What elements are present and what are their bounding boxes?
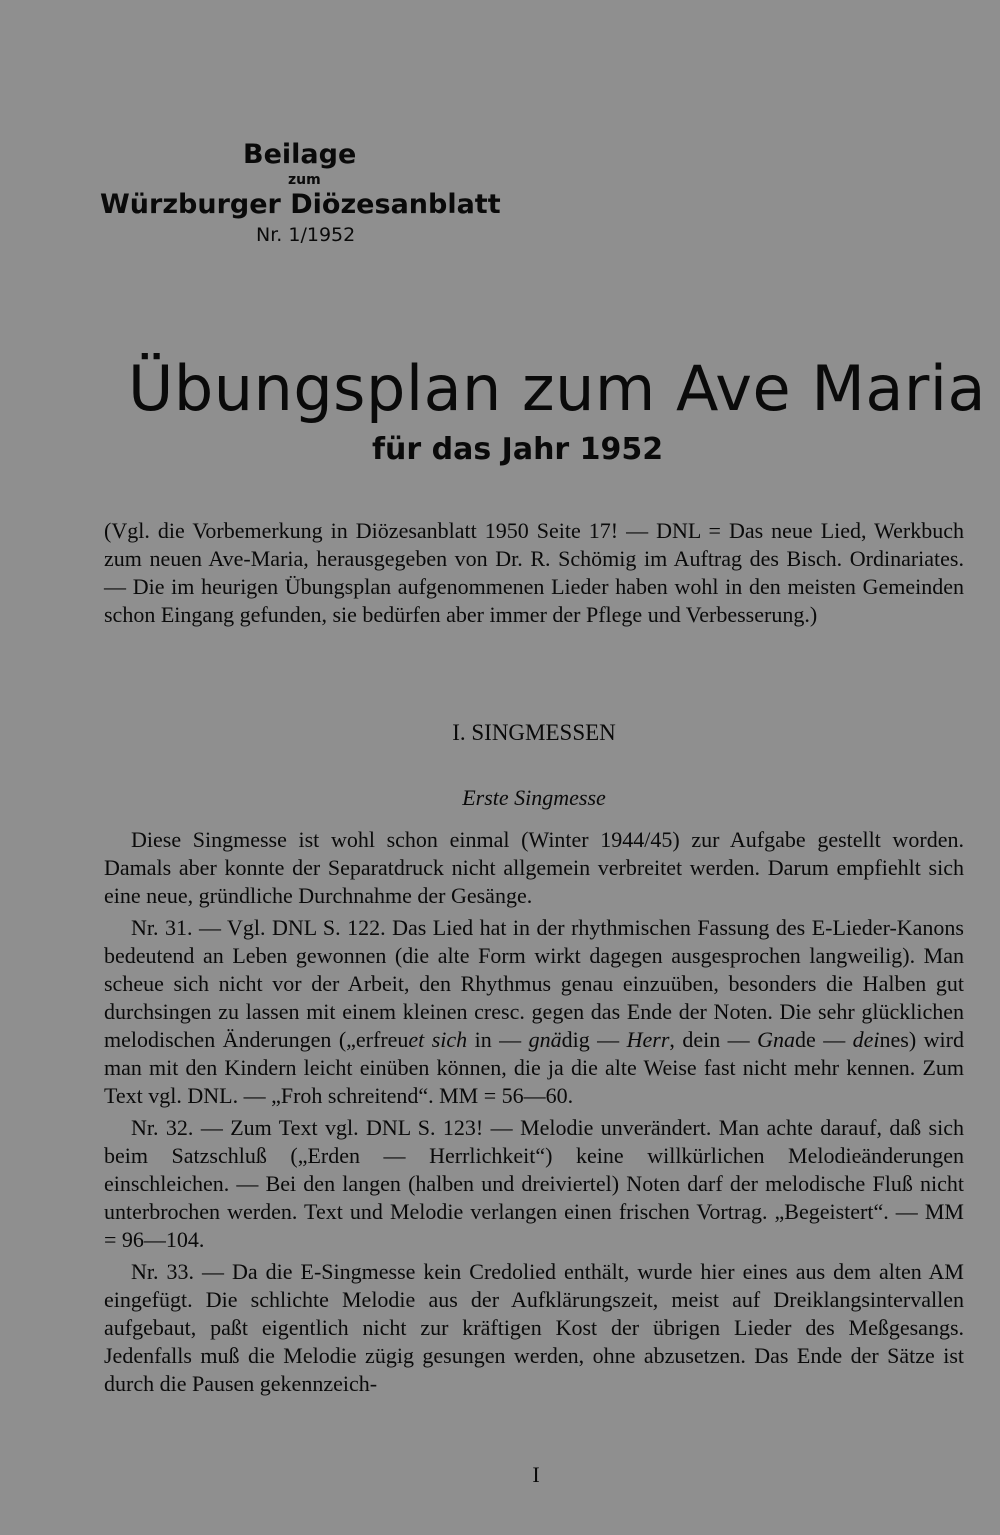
paragraph: Nr. 32. — Zum Text vgl. DNL S. 123! — Melodie unverändert. Man achte darauf, daß sich beim Satzschluß („Erden — Herrlichkeit“) keine willkürlichen Melodieänderungen einschleichen. — Bei den langen (halben und dreiviertel) Noten darf der melodische Fluß nicht unterbrochen werden. Text und Melodie verlangen einen frischen Vortrag. „Begeistert“. — MM = 96—104. <box>104 1115 964 1252</box>
paragraph-text: in — <box>467 1027 529 1052</box>
paragraph-text: , dein — <box>669 1027 758 1052</box>
mass-heading: Erste Singmesse <box>462 785 606 810</box>
paragraph: Nr. 33. — Da die E-Singmesse kein Credolied enthält, wurde hier eines aus dem alten AM eingefügt. Die schlichte Melodie aus der Aufklärungszeit, meist auf Dreiklangsintervallen aufgebaut, paßt eigentlich nicht zur kräftigen Kost der übrigen Lieder des Meßgesangs. Jedenfalls muß die Melodie zügig gesungen werden, ohne abzusetzen. Das Ende der Sätze ist durch die Pausen gekennzeich- <box>104 1259 964 1396</box>
paragraph <box>104 914 964 1110</box>
page-number: I <box>532 1462 540 1487</box>
paragraph-text: de — <box>795 1027 853 1052</box>
paragraph-text: Nr. 31. — Vgl. DNL S. 122. Das Lied hat in der rhythmischen Fassung des E-Lieder-Kanons bedeutend an Leben gewonnen (die alte Form wirkt dagegen ausgesprochen langweilig). Man scheue sich nicht vor der Arbeit, den Rhythmus genau einzuüben, besonders die Halben gut durchsingen zu lassen mit einem kleinen cresc. gegen das Ende der Noten. Die sehr glücklichen melodischen Änderungen („erfreu <box>104 915 964 1052</box>
paragraph: Diese Singmesse ist wohl schon einmal (Winter 1944/45) zur Aufgabe gestellt worden. Damals aber konnte der Separatdruck nicht allgemein verbreitet werden. Darum empfiehlt sich eine neue, gründliche Durchnahme der Gesänge. <box>104 827 964 908</box>
emphasis: dei <box>852 1027 880 1052</box>
emphasis: et sich <box>408 1027 468 1052</box>
title-main: Übungsplan zum Ave Maria <box>128 352 987 425</box>
supplement-header <box>100 138 520 248</box>
emphasis: Herr <box>626 1027 670 1052</box>
prefatory-note: (Vgl. die Vorbemerkung in Diözesanblatt 1950 Seite 17! — DNL = Das neue Lied, Werkbuch zum neuen Ave-Maria, herausgegeben von Dr. R. Schömig im Auftrag des Bisch. Ordinariates. — Die im heurigen Übungsplan aufgenommenen Lieder haben wohl in den meisten Gemeinden schon Eingang gefunden, sie bedürfen aber immer der Pflege und Verbesserung.) <box>104 518 964 627</box>
supplement-issue: Nr. 1/1952 <box>256 224 356 246</box>
section-heading: I. SINGMESSEN <box>452 720 616 745</box>
emphasis: Gna <box>757 1027 795 1052</box>
supplement-publication: Würzburger Diözesanblatt <box>100 189 501 220</box>
title-subtitle: für das Jahr 1952 <box>372 432 664 467</box>
paragraph-text: nes) wird man mit den Kindern leicht einüben können, die ja die alte Weise fast nicht mehr kennen. Zum Text vgl. DNL. — „Froh schreitend“. MM = 56—60. <box>104 1027 964 1108</box>
emphasis: gnä <box>528 1027 562 1052</box>
paragraph-text: dig — <box>561 1027 627 1052</box>
supplement-connector: zum <box>288 172 321 188</box>
body-text <box>104 826 964 1402</box>
supplement-label: Beilage <box>243 139 357 170</box>
